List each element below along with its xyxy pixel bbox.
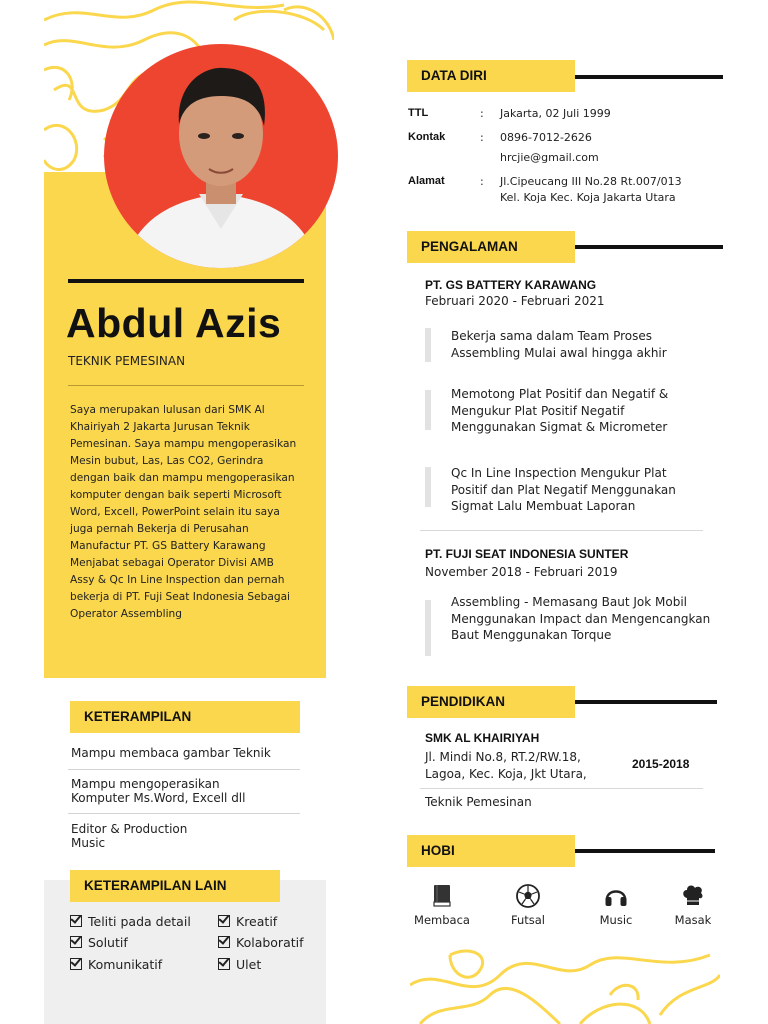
hobby-label: Music	[599, 913, 633, 927]
soccer-ball-icon	[515, 883, 541, 909]
education-years: 2015-2018	[632, 757, 690, 771]
checkmark-icon	[70, 915, 82, 927]
address-line-2: Kel. Koja Kec. Koja Jakarta Utara	[500, 191, 676, 204]
bullet-marker	[425, 600, 431, 656]
skills-heading: KETERAMPILAN	[70, 701, 300, 733]
education-major: Teknik Pemesinan	[425, 795, 532, 807]
checkbox-item: Komunikatif	[70, 957, 162, 972]
checkbox-item: Teliti pada detail	[70, 914, 191, 929]
job-task: Qc In Line Inspection Mengukur Plat Positif dan Plat Negatif Menggunakan Sigmat Lalu Membuat Laporan	[451, 466, 676, 513]
ttl-label: TTL	[408, 107, 429, 119]
skill-item: Mampu mengoperasikan Komputer Ms.Word, Excell dll	[71, 777, 246, 805]
hobby-label: Futsal	[510, 913, 546, 927]
topographic-pattern-bottom-right	[410, 945, 720, 1024]
checkbox-item: Ulet	[218, 957, 261, 972]
hobby-label: Masak	[674, 913, 712, 927]
name-divider	[68, 279, 304, 283]
education-heading: PENDIDIKAN	[407, 686, 575, 718]
book-icon	[429, 883, 455, 909]
person-avatar	[104, 44, 338, 268]
section-rule	[575, 849, 715, 853]
checkbox-item: Kreatif	[218, 914, 277, 929]
chef-hat-icon	[680, 883, 706, 909]
section-rule	[575, 245, 723, 249]
full-name: Abdul Azis	[66, 300, 282, 346]
job-divider	[420, 530, 703, 531]
checkmark-icon	[218, 915, 230, 927]
hobby-label: Membaca	[414, 913, 470, 927]
address-line-1: Jl.Cipeucang III No.28 Rt.007/013	[500, 175, 682, 188]
phone-number: 0896-7012-2626	[500, 131, 592, 144]
job-task: Memotong Plat Positif dan Negatif & Mengukur Plat Positif Negatif Menggunakan Sigmat & Micrometer	[451, 387, 669, 434]
colon: :	[480, 131, 484, 144]
bullet-marker	[425, 390, 431, 430]
skill-divider	[68, 813, 300, 814]
checkmark-icon	[218, 936, 230, 948]
education-divider	[420, 788, 703, 789]
job-period: November 2018 - Februari 2019	[425, 565, 618, 579]
email-address: hrcjie@gmail.com	[500, 151, 599, 164]
skill-item: Editor & Production Music	[71, 822, 188, 850]
job-task: Bekerja sama dalam Team Proses Assembling Mulai awal hingga akhir	[451, 329, 667, 360]
section-rule	[575, 700, 717, 704]
skill-item: Mampu membaca gambar Teknik	[71, 746, 271, 760]
company-name: PT. GS BATTERY KARAWANG	[425, 278, 597, 292]
checkmark-icon	[70, 936, 82, 948]
summary-divider	[68, 385, 304, 386]
colon: :	[480, 107, 484, 120]
company-name: PT. FUJI SEAT INDONESIA SUNTER	[425, 547, 629, 561]
other-skills-heading: KETERAMPILAN LAIN	[70, 870, 280, 902]
job-period: Februari 2020 - Februari 2021	[425, 294, 605, 308]
section-rule	[575, 75, 723, 79]
school-address: Jl. Mindi No.8, RT.2/RW.18, Lagoa, Kec. Koja, Jkt Utara,	[425, 750, 587, 781]
hobbies-heading: HOBI	[407, 835, 575, 867]
skill-divider	[68, 769, 300, 770]
contact-label: Kontak	[408, 131, 446, 143]
checkbox-item: Solutif	[70, 935, 128, 950]
profile-photo	[104, 44, 338, 268]
address-label: Alamat	[408, 175, 445, 187]
bullet-marker	[425, 328, 431, 362]
checkmark-icon	[218, 958, 230, 970]
school-name: SMK AL KHAIRIYAH	[425, 731, 540, 745]
colon: :	[480, 175, 484, 188]
headphones-icon	[603, 883, 629, 909]
personal-data-heading: DATA DIRI	[407, 60, 575, 92]
experience-heading: PENGALAMAN	[407, 231, 575, 263]
checkbox-item: Kolaboratif	[218, 935, 304, 950]
job-title: TEKNIK PEMESINAN	[68, 354, 186, 368]
profile-summary: Saya merupakan lulusan dari SMK Al Khairiyah 2 Jakarta Jurusan Teknik Pemesinan. Saya mampu mengoperasikan Mesin bubut, Las, Las CO2, Gerindra dengan baik dan mampu mengoperasikan komputer dengan baik seperti Microsoft Word, Excell, PowerPoint selain itu saya juga pernah Bekerja di Perusahan Manufactur PT. GS Battery Karawang Menjabat sebagai Operator Divisi AMB Assy & Qc In Line Inspection dan pernah bekerja di PT. Fuji Seat Indonesia Sebagai Operator Assembling	[70, 404, 297, 620]
job-task: Assembling - Memasang Baut Jok Mobil Menggunakan Impact dan Mengencangkan Baut Menggunakan Torque	[451, 595, 711, 642]
ttl-value: Jakarta, 02 Juli 1999	[500, 107, 611, 120]
bullet-marker	[425, 467, 431, 507]
checkmark-icon	[70, 958, 82, 970]
